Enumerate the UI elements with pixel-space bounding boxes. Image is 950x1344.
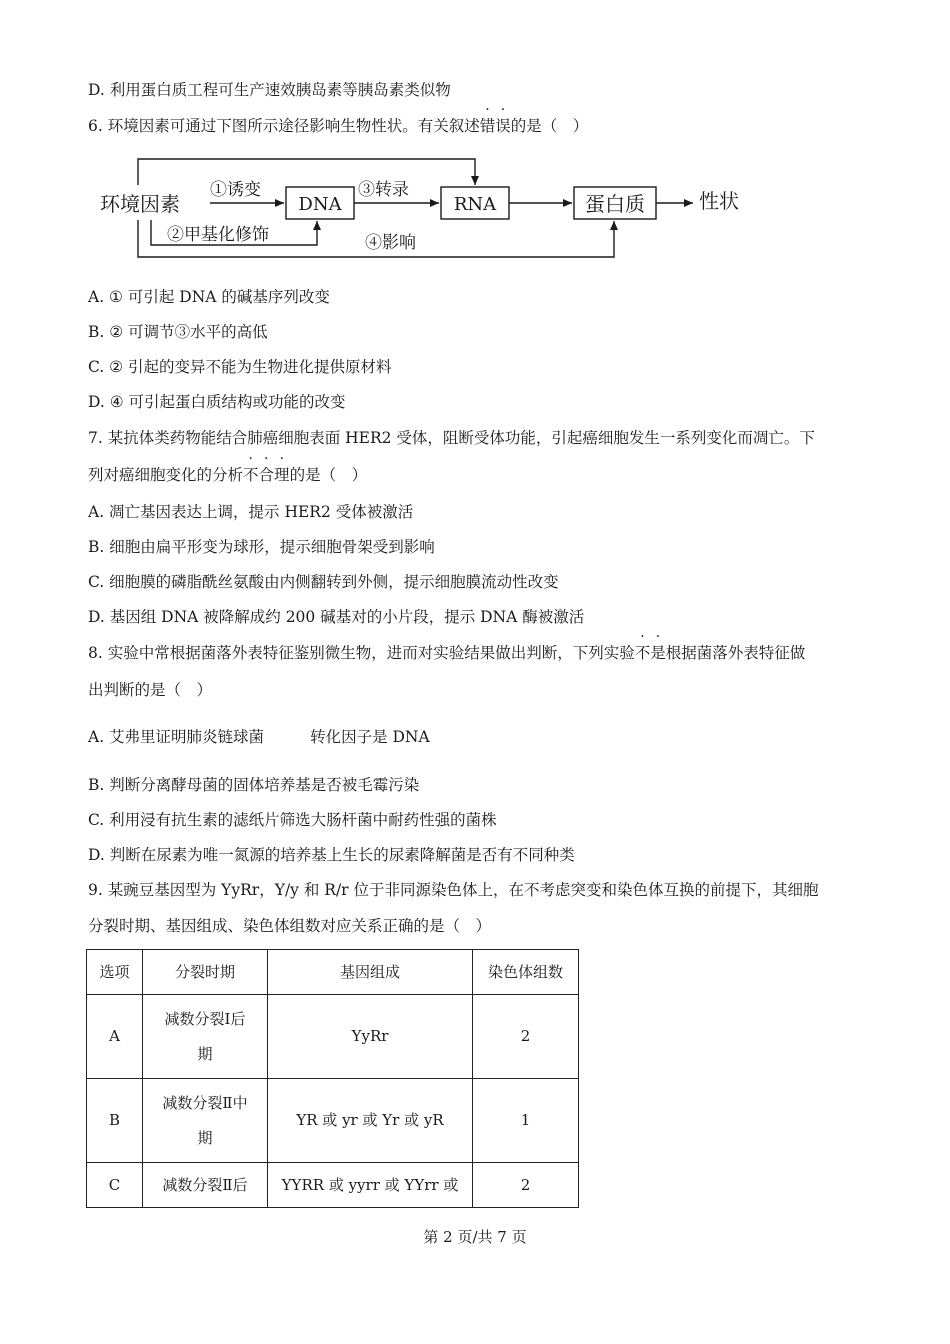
q6-option-d: D. ④ 可引起蛋白质结构或功能的改变 xyxy=(88,393,346,411)
path-2-label: ②甲基化修饰 xyxy=(167,225,269,245)
table-row xyxy=(87,1163,579,1208)
q9-options-table xyxy=(86,949,579,1208)
emphasis-char: 合 xyxy=(258,466,275,484)
emphasis-char: 不 xyxy=(634,644,651,662)
q6-option-b: B. ② 可调节③水平的高低 xyxy=(88,323,268,341)
q8-option-b: B. 判断分离酵母菌的固体培养基是否被毛霉污染 xyxy=(88,776,420,794)
header-option: 选项 xyxy=(87,950,143,995)
path-1-label: ①诱变 xyxy=(210,180,261,200)
q6-stem-tail: 的是（ ） xyxy=(510,117,589,135)
q7-option-d: D. 基因组 DNA 被降解成约 200 碱基对的小片段，提示 DNA 酶被激活 xyxy=(88,608,585,626)
q7-option-c: C. 细胞膜的磷脂酰丝氨酸由内侧翻转到外侧，提示细胞膜流动性改变 xyxy=(88,573,559,591)
q7-stem-tail: 的是（ ） xyxy=(289,466,368,484)
q7-option-b: B. 细胞由扁平形变为球形，提示细胞骨架受到影响 xyxy=(88,538,435,556)
dna-label: DNA xyxy=(298,194,342,215)
path-3-label: ③转录 xyxy=(358,180,409,200)
q8-stem-tail: 根据菌落外表特征做 xyxy=(665,644,806,662)
q8-stem-line1 xyxy=(88,643,805,663)
cell-genes: YR 或 yr 或 Yr 或 yR xyxy=(268,1079,473,1163)
q6-stem xyxy=(88,116,588,136)
cell-sets: 2 xyxy=(473,995,579,1079)
cell-genes: YyRr xyxy=(268,995,473,1079)
cell-option: C xyxy=(87,1163,143,1208)
q6-option-c: C. ② 引起的变异不能为生物进化提供原材料 xyxy=(88,358,392,376)
q8-option-a-part2: 转化因子是 DNA xyxy=(310,728,430,746)
emphasis-char: 理 xyxy=(274,466,290,484)
emphasis-char: 是 xyxy=(650,644,666,662)
cell-sets: 1 xyxy=(473,1079,579,1163)
cell-option: A xyxy=(87,995,143,1079)
env-factor-label: 环境因素 xyxy=(100,192,180,216)
emphasis-char: 误 xyxy=(495,117,511,135)
q8-option-d: D. 判断在尿素为唯一氮源的培养基上生长的尿素降解菌是否有不同种类 xyxy=(88,846,575,864)
q8-option-a-part1: A. 艾弗里证明肺炎链球菌 xyxy=(88,728,265,746)
trait-label: 性状 xyxy=(699,189,739,213)
table-row xyxy=(87,1079,579,1163)
cell-phase: 减数分裂Ⅱ中 期 xyxy=(143,1079,268,1163)
q8-option-a xyxy=(88,727,430,747)
cell-genes: YYRR 或 yyrr 或 YYrr 或 xyxy=(268,1163,473,1208)
q6-stem-text: 6. 环境因素可通过下图所示途径影响生物性状。有关叙述 xyxy=(88,117,480,135)
q5-option-d: D. 利用蛋白质工程可生产速效胰岛素等胰岛素类似物 xyxy=(88,81,451,99)
emphasis-char: 不 xyxy=(243,466,259,484)
q8-option-c: C. 利用浸有抗生素的滤纸片筛选大肠杆菌中耐药性强的菌株 xyxy=(88,811,497,829)
page-footer: 第 2 页/共 7 页 xyxy=(423,1228,527,1246)
cell-phase: 减数分裂Ⅰ后 期 xyxy=(143,995,268,1079)
emphasis-char: 错 xyxy=(479,117,496,135)
arrow-env-to-rna xyxy=(138,159,475,185)
table-row xyxy=(87,995,579,1079)
q9-stem-line1: 9. 某豌豆基因型为 YyRr，Y/y 和 R/r 位于非同源染色体上，在不考虑突变和染色体互换的前提下，其细胞 xyxy=(88,881,819,899)
q7-stem-line1: 7. 某抗体类药物能结合肺癌细胞表面 HER2 受体，阻断受体功能，引起癌细胞发生一系列变化而凋亡。下 xyxy=(88,429,815,447)
q9-stem-line2: 分裂时期、基因组成、染色体组数对应关系正确的是（ ） xyxy=(88,917,492,935)
cell-option: B xyxy=(87,1079,143,1163)
q7-stem-text: 列对癌细胞变化的分析 xyxy=(88,466,244,484)
q7-stem-line2 xyxy=(88,465,367,485)
q6-option-a: A. ① 可引起 DNA 的碱基序列改变 xyxy=(88,288,330,306)
path-4-label: ④影响 xyxy=(365,233,416,253)
header-chromosome-sets: 染色体组数 xyxy=(473,950,579,995)
q7-option-a: A. 凋亡基因表达上调，提示 HER2 受体被激活 xyxy=(88,503,414,521)
table-header-row xyxy=(87,950,579,995)
cell-sets: 2 xyxy=(473,1163,579,1208)
rna-label: RNA xyxy=(453,194,497,215)
cell-phase: 减数分裂Ⅱ后 xyxy=(143,1163,268,1208)
header-phase: 分裂时期 xyxy=(143,950,268,995)
gene-expression-pathway-diagram xyxy=(95,150,755,260)
header-genes: 基因组成 xyxy=(268,950,473,995)
q8-stem-text: 8. 实验中常根据菌落外表特征鉴别微生物，进而对实验结果做出判断，下列实验 xyxy=(88,644,635,662)
q8-stem-line2: 出判断的是（ ） xyxy=(88,681,213,699)
protein-label: 蛋白质 xyxy=(585,192,645,216)
